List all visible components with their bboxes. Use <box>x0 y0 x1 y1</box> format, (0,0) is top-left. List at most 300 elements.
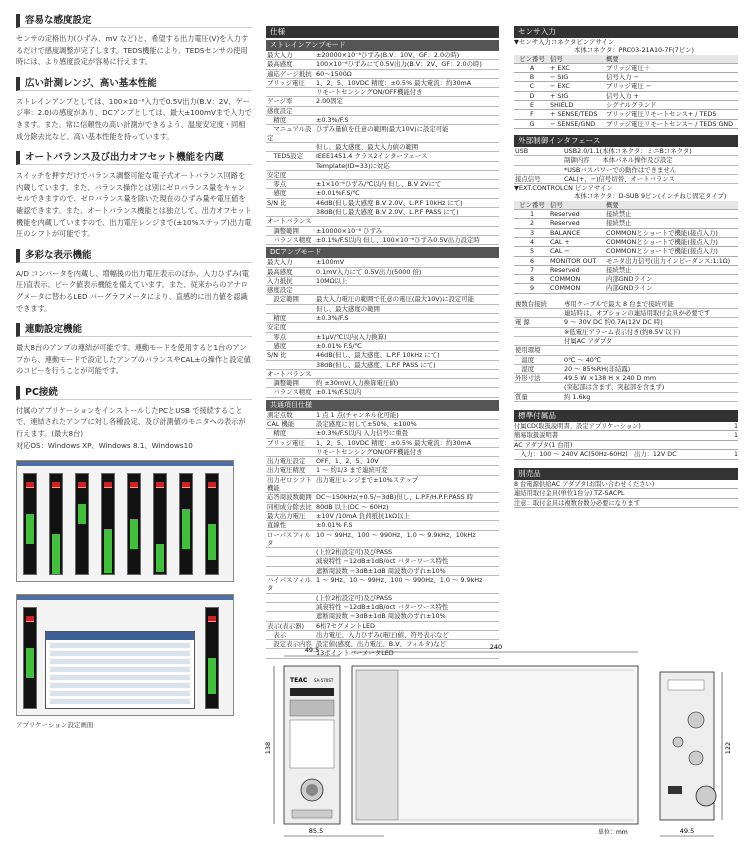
pin-header <box>514 55 738 64</box>
spec-row <box>514 309 738 318</box>
accessory-qty: 1 <box>733 451 738 459</box>
spec-key: 安定度 <box>267 170 287 179</box>
spec-key: マニュアル設定 <box>267 125 312 142</box>
spec-value: ※低電圧アラーム表示付き(約8.5V 以下) <box>564 327 681 336</box>
spec-value: 付属AC アダプタ <box>564 336 613 345</box>
spec-key: 複数台接続 <box>515 299 547 308</box>
spec-value: 6桁7セグメントLED <box>316 621 375 630</box>
spec-value: 遮断周波数 −3dB±1dB 周波数のずれ±10% <box>316 566 446 575</box>
pin-signal: Reserved <box>550 265 580 274</box>
spec-key: 設定範囲 <box>267 295 299 304</box>
spec-key: 入力抵抗 <box>267 276 293 285</box>
spec-value: ±0.01% F.S <box>316 521 353 530</box>
pin-row <box>514 247 738 256</box>
spec-value: ±0.3%/F.S以内 入力信号に重畳 <box>316 429 409 438</box>
spec-value: 1 点 1 点(チャンネル化可能) <box>316 410 399 419</box>
pin-desc: シグナルグランド <box>606 101 657 110</box>
spec-row <box>266 388 499 397</box>
spec-row <box>266 531 499 549</box>
pin-desc: ブリッジ電圧＋ <box>606 63 651 72</box>
spec-key: 零点 <box>267 332 287 341</box>
pin-row <box>514 219 738 228</box>
spec-key <box>514 166 564 174</box>
spec-key: ローパスフィルタ <box>267 530 311 547</box>
spec-row <box>266 208 499 217</box>
accessory-qty: 1 <box>733 432 738 440</box>
spec-row <box>514 346 738 355</box>
pin-header-desc: 概要 <box>606 54 619 63</box>
spec-value: ±100mV <box>316 258 345 267</box>
spec-value: ±1×10⁻⁶ひずみ/℃以内 但し、B.V 2Vにて <box>316 180 442 189</box>
pin-number: 1 <box>529 210 535 219</box>
spec-row <box>514 365 738 374</box>
feature-text: ストレインアンプとしては、100×10⁻⁶入力で0.5V出力(B.V：2V、ゲージ率：2.0)の感度があり、DCアンプとしては、最大±100mVまで入力できます。また、常に信頼性の高い計測ができるよう、温度安定度・同相成分除去比など、高い基本性能を持っています。 <box>16 96 252 141</box>
app-screenshot-settings <box>16 594 234 716</box>
dimension-drawings <box>256 640 750 850</box>
spec-row <box>266 199 499 208</box>
spec-value: 遮断周波数 −3dB±1dB 周波数のずれ±10% <box>316 612 446 621</box>
spec-row <box>266 361 499 370</box>
sensor-connector-name: 本体コネクタ：PRC03-21A10-7F(7ピン) <box>574 46 694 55</box>
pin-row <box>514 266 738 275</box>
common-spec-table <box>266 411 499 659</box>
spec-key: 表示(表示器) <box>267 621 304 630</box>
spec-row <box>266 79 499 88</box>
spec-row <box>266 557 499 566</box>
spec-key: CAL 機能 <box>267 419 295 428</box>
pin-number: 3 <box>529 228 535 237</box>
spec-value: CAL(+、−)信号切替、オートバランス <box>564 174 675 183</box>
spec-key <box>266 548 316 556</box>
spec-key: 最大出力電圧 <box>267 511 306 520</box>
side-depth-label: 240 <box>489 643 503 651</box>
spec-value: (突起部は含まず、突起部を含まず) <box>564 383 665 392</box>
spec-key: TEDS設定 <box>267 152 304 161</box>
pin-signal: Reserved <box>550 210 580 219</box>
spec-value: 出力電圧レンジまで±10%ステップ <box>316 475 419 484</box>
spec-row <box>266 180 499 189</box>
spec-value: ±10000×10⁻⁶ ひずみ <box>316 226 383 235</box>
spec-value <box>316 217 499 225</box>
feature-title: 連動設定機能 <box>16 323 252 337</box>
spec-key: 接点信号 <box>515 174 541 183</box>
spec-value: 46dB(但し、最大感度、L.P.F 10kHz にて) <box>316 351 440 360</box>
spec-row <box>266 60 499 69</box>
feature-text: スイッチを押すだけでバランス調整可能な電子式オートバランス回路を内蔵しています。また、バランス操作とは別にゼロバランス量をキャンセルできますので、ゼロバランス量を除いた現在のひずみ量や電圧値を確認できます。また、オートバランス機能とは独立して、出力オフセット機能を内蔵していますので、出力電圧レンジまで(±10%ステップ)出力電圧のシフトが可能です。 <box>16 171 252 239</box>
spec-value: 13ポイントバーメータLED <box>316 649 394 658</box>
pin-signal: − SIG <box>550 73 569 82</box>
spec-value: 1、2、5、10VDC 精度：±0.5% 最大電流：約30mA <box>316 438 472 447</box>
spec-key: ブリッジ電圧 <box>267 438 305 447</box>
rear-view <box>660 672 732 836</box>
spec-key: 感度設定 <box>267 106 293 115</box>
pin-header-number: ピン番号 <box>519 54 545 63</box>
pin-number: D <box>529 91 535 100</box>
pin-signal: COMMON <box>550 275 581 284</box>
pin-signal: + EXC <box>550 63 570 72</box>
spec-value: ±10V /10mA 負荷抵抗1kΩ以上 <box>316 511 410 520</box>
spec-row <box>514 166 738 175</box>
pin-row <box>514 229 738 238</box>
spec-value: 0℃ 〜 40℃ <box>564 355 602 364</box>
spec-value: 減衰特性 −12dB±1dB/oct バターワース特性 <box>316 557 449 566</box>
pin-header-signal: 信号 <box>550 54 563 63</box>
spec-key <box>266 594 316 602</box>
spec-key: 最大入力 <box>267 258 293 267</box>
spec-row <box>266 323 499 332</box>
pin-number: 4 <box>529 237 535 246</box>
spec-value: 出力電圧、入力ひずみ(電圧)値、符号表示など <box>316 630 449 639</box>
spec-row <box>266 439 499 448</box>
pin-signal: BALANCE <box>550 228 581 237</box>
spec-row <box>514 393 738 402</box>
accessory-name: AC アダプタ(1 台用) <box>514 441 573 449</box>
spec-value: OFF、1、2、5、10V <box>316 457 379 466</box>
front-model-label: SA-570ST <box>314 678 334 683</box>
spec-row <box>266 512 499 521</box>
accessory-qty: 1 <box>733 422 738 430</box>
feature-text: センサの定格出力(ひずみ、mV など)と、希望する出力電圧(V)を入力するだけで感度調整が完了します。TEDS機能により、TEDSセンサの使用時には、より感度設定が容易に行えます。 <box>16 34 249 67</box>
spec-row <box>266 277 499 286</box>
accessory-item <box>514 431 738 441</box>
spec-value: リモートセンシングON/OFF機能付き <box>316 447 423 456</box>
option-name: 連結用取付金具(単位1台分) TZ-SACPL <box>514 490 625 498</box>
spec-key <box>266 361 316 369</box>
pin-row <box>514 101 738 110</box>
spec-value: ±0.1%/F.S以内 <box>316 388 362 397</box>
spec-value <box>316 370 499 378</box>
spec-key <box>514 309 564 317</box>
accessory-qty <box>724 441 738 450</box>
accessories-list <box>514 422 738 460</box>
spec-row <box>266 351 499 360</box>
spec-row <box>266 125 499 143</box>
pin-number: 7 <box>529 265 535 274</box>
pin-signal: + SENSE/TEDS <box>550 110 598 119</box>
spec-value: ±0.01%F.S/℃ <box>316 189 360 198</box>
spec-value: 100×10⁻⁶ひずみにて0.5V出力(B.V：2V、GF：2.0の時) <box>316 60 482 69</box>
spec-value: ±0.3%/F.S <box>316 314 349 323</box>
pin-row <box>514 120 738 129</box>
spec-key: S/N 比 <box>267 198 287 207</box>
spec-row <box>266 171 499 180</box>
pin-row <box>514 210 738 219</box>
feature-text: 最大8台のアンプの連結が可能です。連動モードを使用すると1台のアンプから、連動モードで設定したアンプのバランスやCAL±の操作と設定値のコピーを行うことが可能です。 <box>16 343 251 376</box>
spec-value: 但し、最大感度、最大入力値の範囲 <box>316 142 419 151</box>
spec-key <box>514 337 564 345</box>
spec-row <box>266 162 499 171</box>
accessory-item <box>514 450 738 460</box>
spec-value: Template(ID=33)に対応 <box>316 161 390 170</box>
feature-text: A/D コンバータを内蔵し、増幅後の出力電圧表示のほか、入力ひずみ(電圧)直表示、ピーク値表示機能を備えています。また、従来からのアナログメータに替わるLED バーグラフメータにより、直感的に出力値を認識できます。 <box>16 268 250 313</box>
spec-value: ±0.01% F.S/℃ <box>316 341 362 350</box>
spec-row <box>266 189 499 198</box>
feature-range <box>16 77 252 142</box>
spec-value: 但し、最大感度の範囲 <box>316 304 380 313</box>
spec-row <box>266 143 499 152</box>
spec-row <box>266 503 499 512</box>
spec-key: 最高感度 <box>267 267 293 276</box>
options-title: 別売品 <box>514 468 738 480</box>
spec-key: 調整範囲 <box>267 226 299 235</box>
pin-row <box>514 238 738 247</box>
spec-value: USB2.0/1.1(本体コネクタ：ミニBコネクタ) <box>564 146 692 155</box>
spec-row <box>266 258 499 267</box>
spec-row <box>266 429 499 438</box>
pin-signal: + SIG <box>550 91 569 100</box>
strain-spec-table <box>266 51 499 245</box>
spec-value <box>316 323 499 331</box>
spec-key: 出力電圧設定 <box>267 457 306 466</box>
feature-title: オートバランス及び出力オフセット機能を内蔵 <box>16 151 252 165</box>
spec-value: 0.1mV入力にて 0.5V出力(5000 倍) <box>316 267 422 276</box>
spec-key <box>266 603 316 611</box>
spec-row <box>266 411 499 420</box>
pin-row <box>514 64 738 73</box>
spec-row <box>266 333 499 342</box>
pin-row <box>514 257 738 266</box>
spec-key: 調整範囲 <box>267 379 299 388</box>
spec-value <box>564 346 738 354</box>
pin-desc: ブリッジ電圧リモートセンス− / TEDS GND <box>606 119 734 128</box>
spec-value: 連結時は、オプションの連結用取付金具が必要です <box>564 309 711 318</box>
pin-row <box>514 284 738 293</box>
pin-row <box>514 92 738 101</box>
spec-key <box>266 162 316 170</box>
pin-number: E <box>529 101 535 110</box>
accessory-name: 簡易取扱説明書 <box>514 432 559 440</box>
spec-value: 1 〜 9Hz、10 〜 99Hz、100 〜 990Hz、1.0 〜 9.9kHz <box>316 576 483 585</box>
pin-header-number: ピン番号 <box>519 200 545 209</box>
spec-key <box>266 448 316 456</box>
feature-autobalance <box>16 151 252 240</box>
spec-key: 零点 <box>267 180 287 189</box>
pin-desc: 内部GNDライン <box>606 275 653 284</box>
pin-signal: CAL − <box>550 247 570 256</box>
spec-key <box>266 88 316 96</box>
feature-text: 付属のアプリケーションをインストールしたPCとUSB で接続することで、連結されたアンプに対し各種設定、及び計測値のモニタへの表示が行えます。(最大8台) 対応OS：Windows XP、Windows 8.1、Windows10 <box>16 405 246 450</box>
spec-row <box>266 268 499 277</box>
pin-desc: COMMONとショートで機能(接点入力) <box>606 247 718 256</box>
pin-number: 2 <box>529 219 535 228</box>
spec-value: 10 〜 99Hz、100 〜 990Hz、1.0 〜 9.9kHz、10kHz <box>316 530 476 539</box>
pin-desc: COMMONとショートで機能(接点入力) <box>606 228 718 237</box>
pin-desc: 内部GNDライン <box>606 284 653 293</box>
spec-row <box>514 337 738 346</box>
pin-number: B <box>529 73 535 82</box>
option-item <box>514 480 738 490</box>
spec-row <box>266 521 499 530</box>
settings-dialog <box>45 631 195 709</box>
spec-row <box>266 466 499 475</box>
spec-row <box>266 594 499 603</box>
spec-row <box>514 156 738 165</box>
misc-spec-table <box>514 300 738 402</box>
spec-key: ハイパスフィルタ <box>267 576 312 593</box>
spec-key <box>514 156 564 164</box>
pin-number: C <box>529 82 535 91</box>
spec-value: 約 1.6kg <box>564 392 591 401</box>
spec-key: 出力電圧精度 <box>267 466 306 475</box>
pin-signal: Reserved <box>550 219 580 228</box>
spec-value: ±0.3%/F.S <box>316 116 349 125</box>
spec-value: IEEE1451.4 クラス2インターフェース <box>316 152 428 161</box>
dc-spec-table <box>266 258 499 397</box>
spec-row <box>266 236 499 245</box>
spec-row <box>266 116 499 125</box>
spec-value: 49.5 W ×138 H × 240 D mm <box>564 374 657 383</box>
spec-row <box>266 603 499 612</box>
spec-key: 精度 <box>267 116 287 125</box>
spec-value: 38dB(但し、最大感度、L.P.F PASS にて) <box>316 360 436 369</box>
spec-row <box>266 88 499 97</box>
sensor-pin-subtitle: ▼センサ入力コネクタピンアサイン <box>514 38 615 46</box>
option-item <box>514 499 738 509</box>
spec-row <box>266 227 499 236</box>
pin-desc: 接続禁止 <box>606 265 632 274</box>
spec-value: 最大入力電圧の範囲で任意の電圧(最大10V)に設定可能 <box>316 295 475 304</box>
pin-desc: 接続禁止 <box>606 219 632 228</box>
spec-value: ±1μV/℃以内(入力換算) <box>316 332 387 341</box>
pin-header-desc: 概要 <box>606 200 619 209</box>
spec-key: バランス精度 <box>267 235 312 244</box>
feature-display <box>16 249 252 314</box>
feature-title: PC接続 <box>16 386 252 400</box>
spec-row <box>266 295 499 304</box>
spec-row <box>514 147 738 156</box>
dc-mode-title: DCアンプモード <box>266 247 499 258</box>
spec-key: 同相成分除去比 <box>267 502 312 511</box>
feature-sensitivity <box>16 14 252 68</box>
spec-row <box>266 567 499 576</box>
spec-value: 約 ±30mV(入力換算電圧値) <box>316 379 399 388</box>
pin-signal: SHIELD <box>550 101 574 110</box>
spec-row <box>266 152 499 161</box>
spec-key: 設定表示内容 <box>267 640 312 649</box>
spec-row <box>266 420 499 429</box>
spec-row <box>266 612 499 621</box>
spec-value: 60〜1500Ω <box>316 69 352 78</box>
spec-value: 20 〜 85%RH(非結露) <box>564 364 631 373</box>
spec-key: オートバランス <box>267 369 312 378</box>
spec-row <box>266 107 499 116</box>
pin-signal: − SENSE/GND <box>550 119 596 128</box>
spec-key: ゲージ率 <box>267 97 293 106</box>
feature-column <box>16 14 252 729</box>
ext-control-title: 外部制御インタフェース <box>514 135 738 147</box>
pin-number: 9 <box>529 284 535 293</box>
pin-row <box>514 110 738 119</box>
spec-key: 精度 <box>267 429 287 438</box>
spec-key: 温度 <box>515 355 535 364</box>
pin-desc: 接続禁止 <box>606 210 632 219</box>
spec-key <box>266 143 316 151</box>
spec-key: 外形寸法 <box>515 374 541 383</box>
spec-key <box>266 305 316 313</box>
feature-title: 容易な感度設定 <box>16 14 252 28</box>
spec-row <box>266 576 499 594</box>
spec-key: 感度設定 <box>267 286 293 295</box>
spec-key: ブリッジ電圧 <box>267 78 305 87</box>
spec-key: 出力ゼロシフト機能 <box>267 475 312 493</box>
spec-key: 湿度 <box>515 364 535 373</box>
spec-row <box>514 374 738 383</box>
ext-pin-subtitle: ▼EXT.CONTROLCN ピンアサイン <box>514 184 613 193</box>
spec-value: 減衰特性 −12dB±1dB/oct バターワース特性 <box>316 602 449 611</box>
spec-title: 仕様 <box>266 26 499 38</box>
accessory-name: 付属CD(取扱説明書、設定アプリケーション) <box>514 422 641 430</box>
options-list <box>514 480 738 509</box>
spec-row <box>266 97 499 106</box>
spec-value: 1 〜 約1/3 まで連続可変 <box>316 466 388 475</box>
spec-row <box>266 305 499 314</box>
pin-number: A <box>529 63 535 72</box>
front-bottom-label: 85.5 <box>308 827 324 835</box>
spec-key: 質量 <box>515 392 528 401</box>
spec-value: DC〜150kHz(+0.5/−3dB)但し、L.P.F/H.P.F:PASS 時 <box>316 493 474 502</box>
spec-key <box>266 557 316 565</box>
pin-header-signal: 信号 <box>550 200 563 209</box>
spec-key: 表示 <box>267 630 287 639</box>
spec-key: USB <box>515 146 529 155</box>
spec-key: 感度 <box>267 189 287 198</box>
common-spec-title: 共通項目仕様 <box>266 400 499 411</box>
spec-row <box>266 314 499 323</box>
spec-value: ひずみ量値を任意の範囲(最大10V)に設定可能 <box>316 125 449 134</box>
spec-key: 直線性 <box>267 521 287 530</box>
spec-key: 使用環境 <box>515 346 541 355</box>
spec-column <box>266 26 499 659</box>
spec-value: ±0.1%/F.S以内 但し、100×10⁻⁶ひずみ0.5V出力設定時 <box>316 235 480 244</box>
feature-title: 広い計測レンジ、高い基本性能 <box>16 77 252 91</box>
pin-desc: COMMONとショートで機能(接点入力) <box>606 237 718 246</box>
spec-key: 最大入力 <box>267 51 293 59</box>
spec-row <box>514 328 738 337</box>
spec-row <box>266 379 499 388</box>
pin-desc: 信号入力 − <box>606 73 639 82</box>
spec-row <box>266 70 499 79</box>
spec-value: 46dB(但し最大感度 B.V 2.0V、L.P.F 10kHz にて) <box>316 198 463 207</box>
spec-value: ±20000×10⁻⁶ひずみ(B.V：10V、GF：2.0の時) <box>316 51 460 59</box>
spec-value <box>316 286 499 294</box>
spec-value: (上位2桁設定可)及びPASS <box>316 593 393 602</box>
front-brand-label: TEAC <box>290 677 308 684</box>
front-view <box>264 646 340 824</box>
accessory-item <box>514 441 738 451</box>
sensor-input-title: センサ入力 <box>514 26 738 38</box>
pin-row <box>514 82 738 91</box>
pin-signal: MONITOR OUT <box>550 256 597 265</box>
front-height-label: 138 <box>264 741 272 755</box>
spec-value: リモートセンシングON/OFF機能付き <box>316 88 423 97</box>
pin-signal: − EXC <box>550 82 570 91</box>
spec-key: 適応ゲージ抵抗 <box>267 69 312 78</box>
spec-key <box>514 328 564 336</box>
spec-row <box>266 342 499 351</box>
spec-row <box>514 300 738 309</box>
sensor-pin-table <box>514 55 738 129</box>
ext-connector-name: 本体コネクタ：D-SUB 9ピン(インチねじ固定タイプ) <box>574 192 727 201</box>
option-item <box>514 489 738 499</box>
option-name: 8 台電源供給AC アダプタ(お問い合わせください) <box>514 480 655 488</box>
spec-row <box>514 318 738 327</box>
connector-column <box>514 26 738 508</box>
spec-value: *USBバスパワーでの動作はできません <box>564 165 677 174</box>
spec-key: S/N 比 <box>267 351 287 360</box>
app-screenshots <box>16 460 252 729</box>
pin-header <box>514 201 738 210</box>
spec-key <box>266 612 316 620</box>
